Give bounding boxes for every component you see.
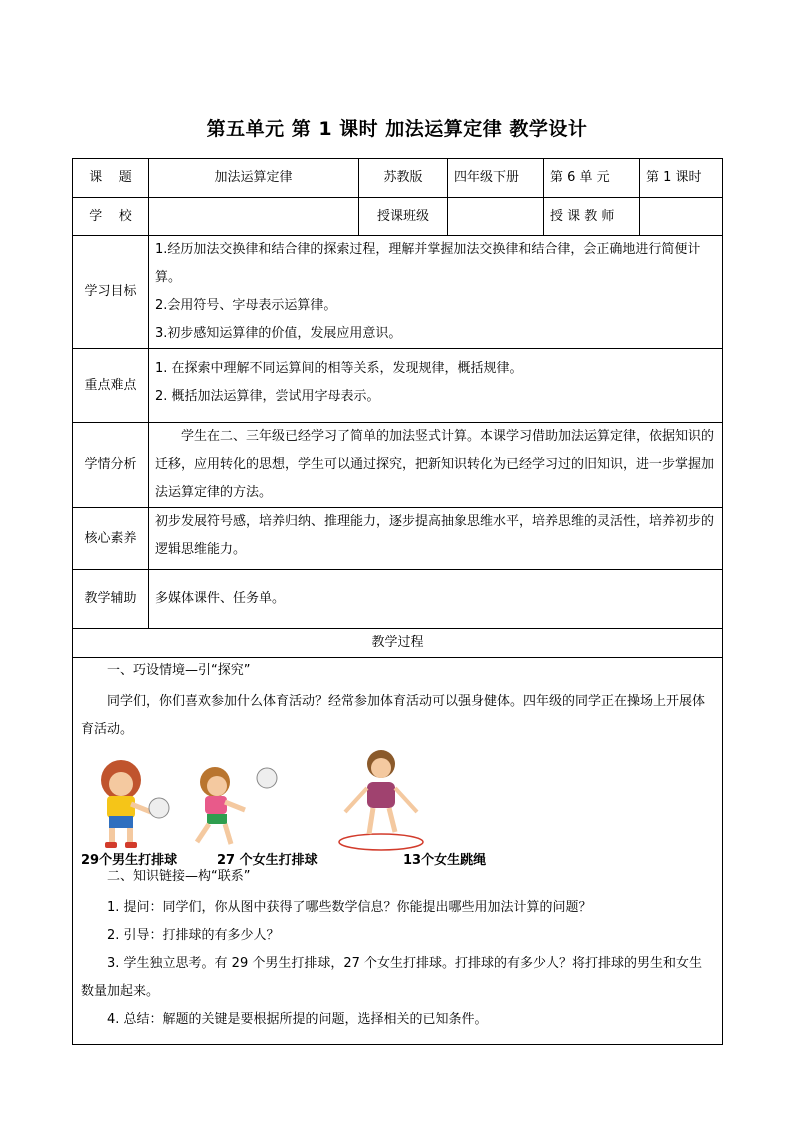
goals-content (149, 236, 723, 349)
section1-title: 一、巧设情境—引“探究” (107, 663, 251, 678)
publisher: 苏教版 (359, 159, 448, 198)
teacher-label: 授 课 教 师 (544, 198, 640, 236)
lesson-plan-table (72, 158, 723, 1045)
core-label: 核心素养 (73, 508, 149, 570)
key-points-label: 重点难点 (73, 349, 149, 423)
step-item: 4. 总结：解题的关键是要根据所提的问题，选择相关的已知条件。 (107, 1012, 488, 1027)
goal-item: 1.经历加法交换律和结合律的探索过程，理解并掌握加法交换律和结合律，会正确地进行简便计算。 (155, 242, 701, 285)
caption-boys-volleyball: 29个男生打排球 (81, 853, 178, 868)
caption-girls-volleyball: 27 个女生打排球 (217, 853, 318, 868)
core-text: 初步发展符号感，培养归纳、推理能力，逐步提高抽象思维水平，培养思维的灵活性，培养初步的逻辑思维能力。 (155, 514, 715, 557)
step-item: 1. 提问：同学们，你从图中获得了哪些数学信息？你能提出哪些用加法计算的问题？ (107, 900, 592, 915)
process-header-row (73, 629, 723, 658)
school-label: 学 校 (73, 198, 149, 236)
school-value (149, 198, 359, 236)
analysis-content (149, 423, 723, 508)
core-row (73, 508, 723, 570)
page-title: 第五单元 第 1 课时 加法运算定律 教学设计 (206, 118, 588, 140)
boy-volleyball-illustration (81, 758, 181, 852)
analysis-label: 学情分析 (73, 423, 149, 508)
key-points-row (73, 349, 723, 423)
process-content (73, 658, 723, 1045)
goals-row (73, 236, 723, 349)
key-point-item: 1. 在探索中理解不同运算间的相等关系，发现规律，概括规律。 (155, 361, 523, 376)
class-label: 授课班级 (359, 198, 448, 236)
class-value (448, 198, 544, 236)
grade: 四年级下册 (448, 159, 544, 198)
header-row (73, 159, 723, 198)
girl-volleyball-illustration (171, 762, 281, 852)
illustration-scene (81, 758, 714, 866)
caption-girls-jump-rope: 13个女生跳绳 (403, 853, 487, 868)
aids-label: 教学辅助 (73, 570, 149, 629)
key-point-item: 2. 概括加法运算律，尝试用字母表示。 (155, 389, 380, 404)
step-item: 3. 学生独立思考。有 29 个男生打排球，27 个女生打排球。打排球的有多少人？将打排球的男生和女生数量加起来。 (81, 956, 703, 999)
school-row (73, 198, 723, 236)
step-item: 2. 引导：打排球的有多少人？ (107, 928, 280, 943)
analysis-text: 学生在二、三年级已经学习了简单的加法竖式计算。本课学习借助加法运算定律，依据知识的迁移，应用转化的思想，学生可以通过探究，把新知识转化为已经学习过的旧知识，进一步掌握加法运算定律的方法。 (155, 429, 715, 500)
goal-item: 2.会用符号、字母表示运算律。 (155, 298, 337, 313)
unit: 第 6 单 元 (544, 159, 640, 198)
process-header: 教学过程 (73, 629, 723, 658)
core-content (149, 508, 723, 570)
aids-text: 多媒体课件、任务单。 (149, 570, 723, 629)
process-row (73, 658, 723, 1045)
subject-label: 课 题 (73, 159, 149, 198)
subject-value: 加法运算定律 (149, 159, 359, 198)
teacher-value (640, 198, 723, 236)
section1-text: 同学们，你们喜欢参加什么体育活动？经常参加体育活动可以强身健体。四年级的同学正在操场上开展体育活动。 (81, 694, 706, 737)
lesson: 第 1 课时 (640, 159, 723, 198)
aids-row (73, 570, 723, 629)
goals-label: 学习目标 (73, 236, 149, 349)
section2-title: 二、知识链接—构“联系” (107, 869, 251, 884)
analysis-row (73, 423, 723, 508)
girl-jump-rope-illustration (331, 742, 431, 852)
goal-item: 3.初步感知运算律的价值，发展应用意识。 (155, 326, 402, 341)
key-points-content (149, 349, 723, 423)
